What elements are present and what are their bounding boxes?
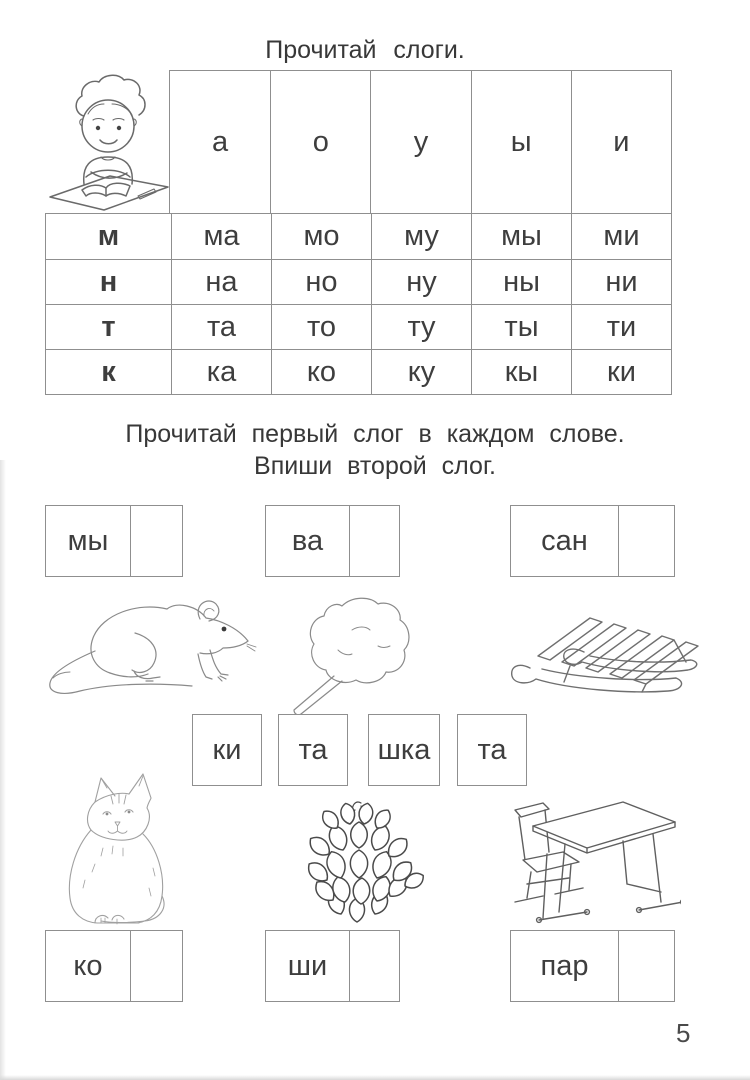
syllable-cell: то bbox=[271, 304, 371, 349]
first-syllable: ши bbox=[266, 931, 350, 1001]
answer-cell[interactable] bbox=[350, 931, 399, 1001]
syllable-cell: ку bbox=[371, 349, 471, 394]
first-syllable: пар bbox=[511, 931, 619, 1001]
word-box-pine-cone bbox=[265, 930, 400, 1002]
syllable-card[interactable]: та bbox=[278, 714, 348, 786]
sled-illustration bbox=[498, 590, 708, 698]
syllable-cell: ти bbox=[571, 304, 671, 349]
syllable-cell: ко bbox=[271, 349, 371, 394]
syllable-cell: мо bbox=[271, 214, 371, 259]
word-box-mouse bbox=[45, 505, 183, 577]
syllable-cell: ма bbox=[171, 214, 271, 259]
word-box-school-desk bbox=[510, 930, 675, 1002]
answer-cell[interactable] bbox=[131, 506, 182, 576]
syllable-cell: ки bbox=[571, 349, 671, 394]
syllable-cell: на bbox=[171, 259, 271, 304]
school-desk-illustration bbox=[503, 784, 681, 926]
vowel-cell: у bbox=[370, 71, 470, 213]
answer-cell[interactable] bbox=[350, 506, 399, 576]
syllable-cell: ну bbox=[371, 259, 471, 304]
word-box-cotton-candy bbox=[265, 505, 400, 577]
page-number: 5 bbox=[676, 1018, 691, 1048]
vowel-cell: ы bbox=[471, 71, 571, 213]
vowel-header-row bbox=[169, 70, 672, 213]
consonant-cell: н bbox=[46, 259, 171, 304]
mouse-illustration bbox=[40, 586, 265, 698]
word-box-cat bbox=[45, 930, 183, 1002]
instruction-line-1: Прочитай первый слог в каждом слове. bbox=[125, 420, 625, 448]
first-syllable: мы bbox=[46, 506, 131, 576]
consonant-cell: м bbox=[97, 220, 120, 252]
scan-edge-shade bbox=[0, 460, 6, 1080]
pine-cone-illustration bbox=[293, 796, 431, 926]
consonant-cell: к bbox=[46, 349, 171, 394]
syllable-cell: ты bbox=[471, 304, 571, 349]
answer-cell[interactable] bbox=[619, 931, 674, 1001]
first-syllable: ва bbox=[266, 506, 350, 576]
syllable-table bbox=[45, 213, 672, 395]
boy-reading-at-desk-illustration bbox=[44, 74, 172, 212]
vowel-cell: о bbox=[270, 71, 370, 213]
scan-edge-shade bbox=[0, 1075, 750, 1080]
syllable-cell: мы bbox=[471, 214, 571, 259]
cat-illustration bbox=[55, 768, 190, 926]
syllable-cell: ка bbox=[171, 349, 271, 394]
syllable-cell: ми bbox=[571, 214, 671, 259]
syllable-cell: ту bbox=[371, 304, 471, 349]
syllable-cell: ны bbox=[471, 259, 571, 304]
syllable-cell: та bbox=[171, 304, 271, 349]
syllable-card[interactable]: та bbox=[457, 714, 527, 786]
syllable-cell: ни bbox=[571, 259, 671, 304]
page-title: Прочитай слоги. bbox=[265, 36, 465, 64]
cotton-candy-illustration bbox=[282, 588, 422, 718]
syllable-card[interactable]: шка bbox=[368, 714, 440, 786]
syllable-cell: кы bbox=[471, 349, 571, 394]
vowel-cell: а bbox=[212, 125, 229, 158]
vowel-cell: и bbox=[571, 71, 671, 213]
first-syllable: ко bbox=[46, 931, 131, 1001]
word-box-sled bbox=[510, 505, 675, 577]
syllable-card[interactable]: ки bbox=[192, 714, 262, 786]
syllable-cell: му bbox=[371, 214, 471, 259]
first-syllable: сан bbox=[511, 506, 619, 576]
instruction-line-2: Впиши второй слог. bbox=[254, 452, 496, 480]
consonant-cell: т bbox=[46, 304, 171, 349]
answer-cell[interactable] bbox=[131, 931, 182, 1001]
answer-cell[interactable] bbox=[619, 506, 674, 576]
syllable-cell: но bbox=[271, 259, 371, 304]
